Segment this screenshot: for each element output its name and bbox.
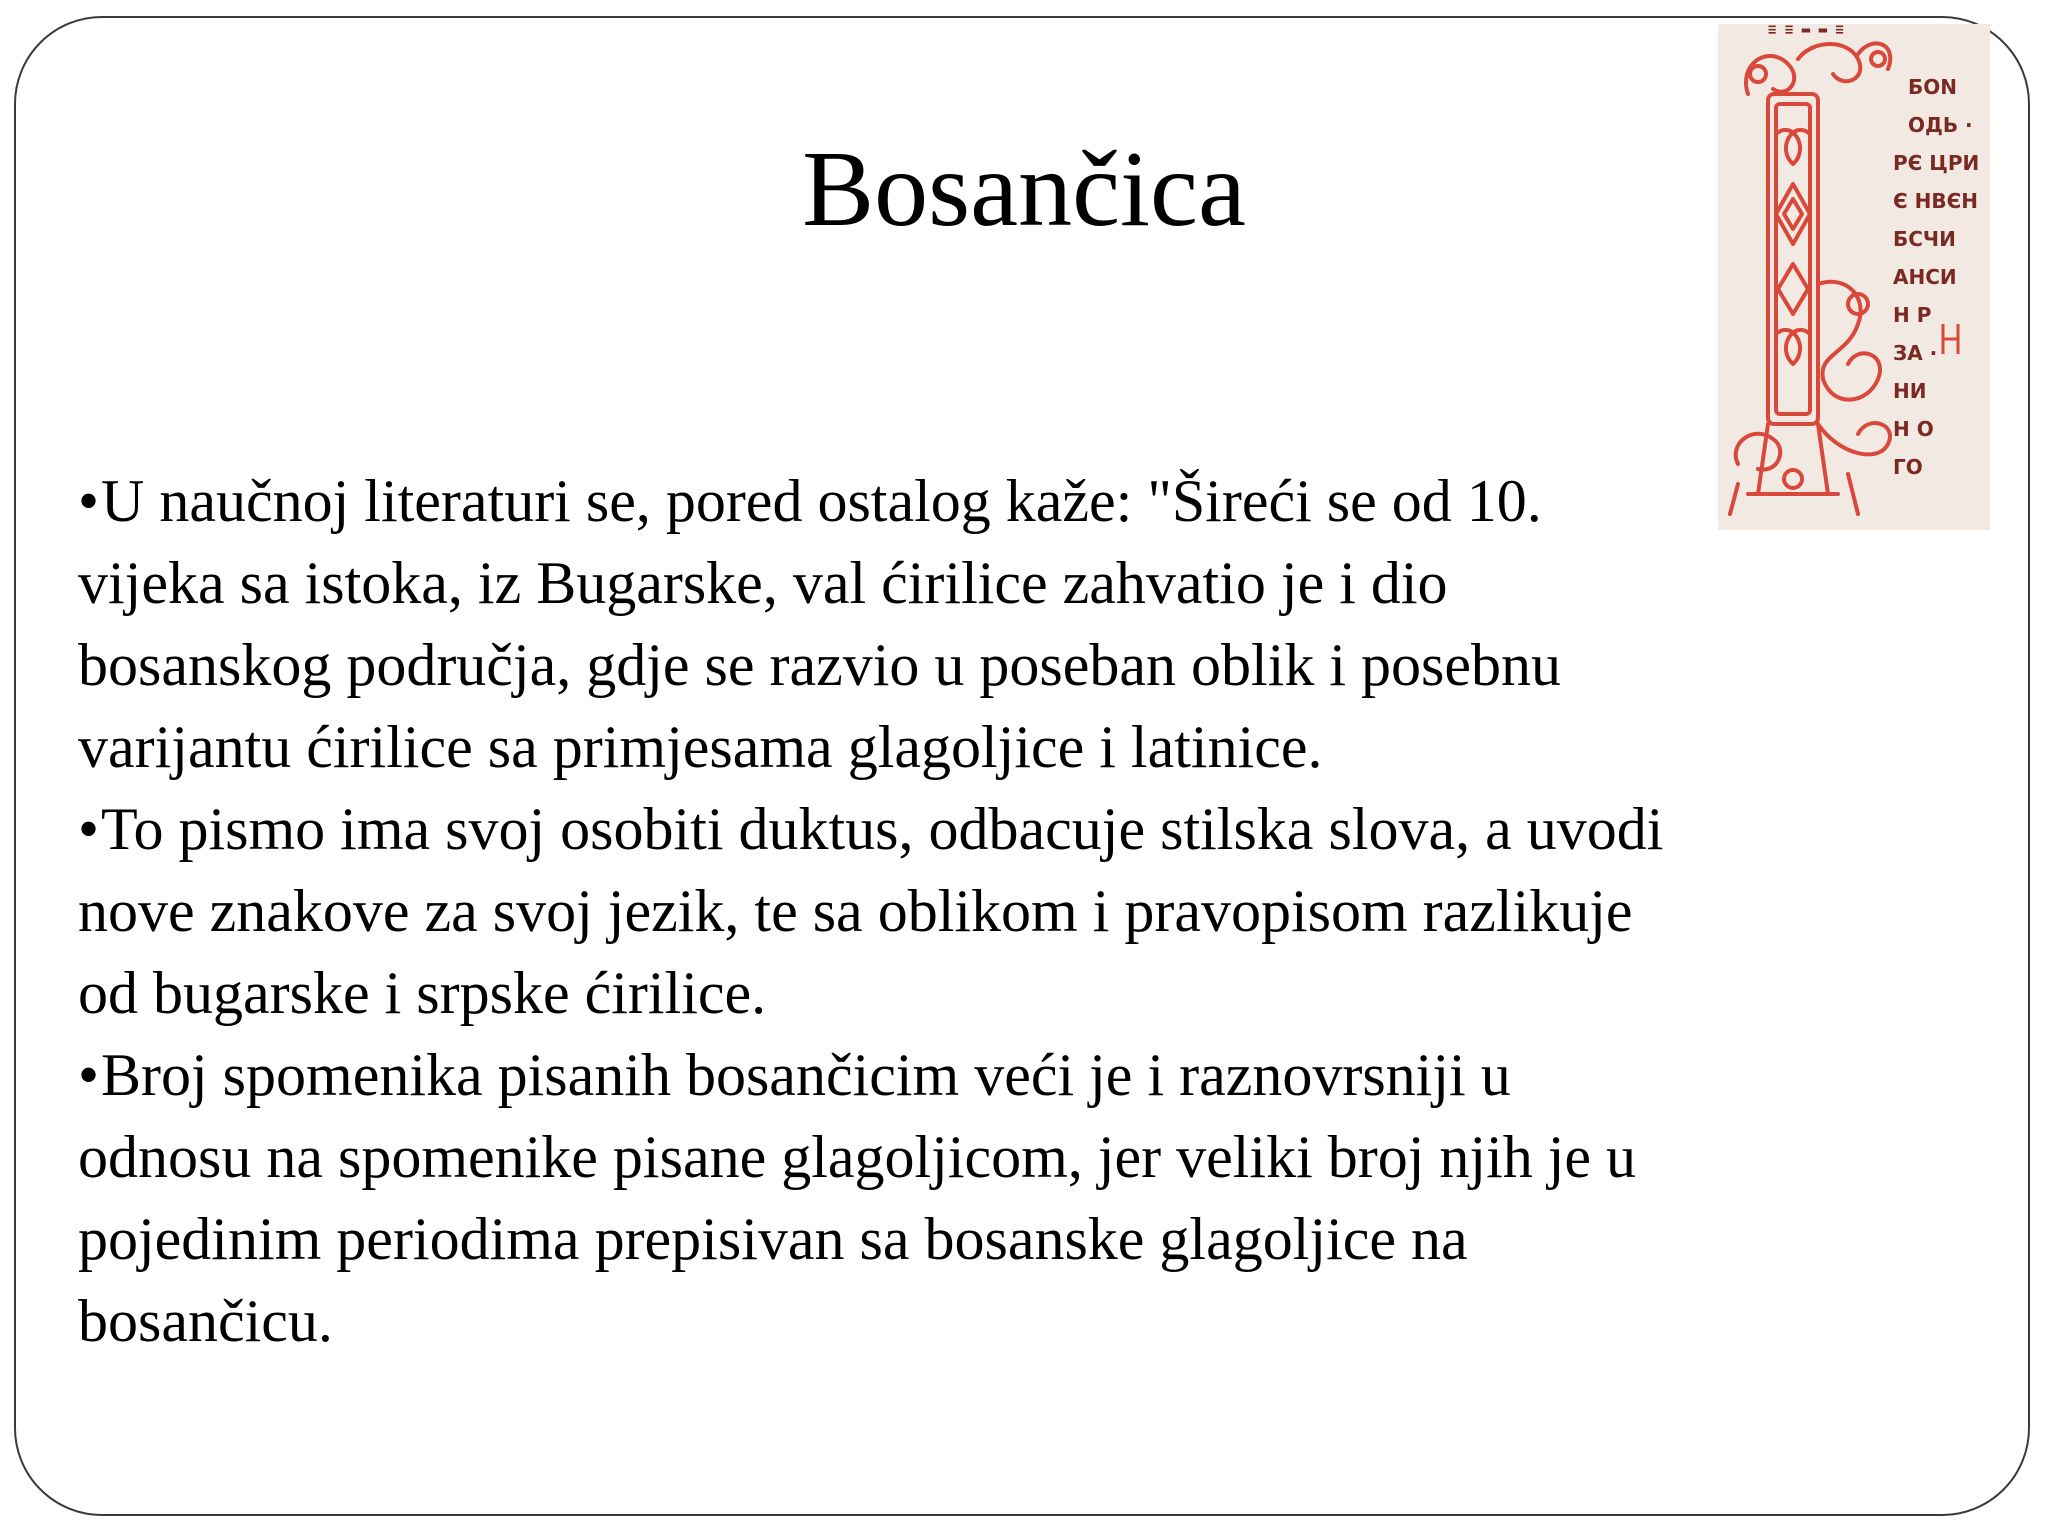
manuscript-text-line: БСЧИ (1893, 227, 1956, 251)
manuscript-text-line: АНСИ (1893, 265, 1957, 289)
manuscript-text-line: ГО (1893, 455, 1923, 479)
manuscript-text-line: НИ (1893, 379, 1927, 403)
slide-title: Bosančica (802, 130, 1246, 249)
bullet-marker: • (78, 796, 100, 862)
svg-text:≡ ≡ ▬ ▬ ≡: ≡ ≡ ▬ ▬ ≡ (1768, 24, 1844, 38)
bullet-marker: • (78, 468, 100, 534)
manuscript-text-line: Є НВЄН (1893, 189, 1979, 213)
bullet-text: To pismo ima svoj osobiti duktus, odbacuje stilska slova, a uvodi nove znakove za svoj jezik, te sa oblikom i pravopisom razlikuje od bugarske i srpske ćirilice. (78, 796, 1664, 1026)
bullet-item (78, 788, 1678, 1034)
manuscript-text-line: БОN (1908, 75, 1957, 99)
bullet-text: Broj spomenika pisanih bosančicim veći je i raznovrsniji u odnosu na spomenike pisane glagoljicom, jer veliki broj njih je u pojedinim periodima prepisivan sa bosanske glagoljice na bosančicu. (78, 1042, 1637, 1354)
manuscript-text-line: Н О (1893, 417, 1934, 441)
manuscript-text-line: Н Р (1893, 303, 1932, 327)
manuscript-text-line: ОДЬ · (1908, 113, 1973, 137)
manuscript-text-line: ЗА · (1893, 341, 1938, 365)
bullet-marker: • (78, 1042, 100, 1108)
bullet-item (78, 460, 1678, 788)
bullet-text: U naučnoj literaturi se, pored ostalog kaže: "Šireći se od 10. vijeka sa istoka, iz Bugarske, val ćirilice zahvatio je i dio bosanskog područja, gdje se razvio u poseban oblik i posebnu varijantu ćirilice sa primjesama glagoljice i latinice. (78, 468, 1562, 780)
slide-body (78, 460, 1678, 1362)
bullet-item (78, 1034, 1678, 1362)
manuscript-text-line: РЄ ЦРИ (1893, 151, 1980, 175)
manuscript-image (1718, 24, 1990, 530)
